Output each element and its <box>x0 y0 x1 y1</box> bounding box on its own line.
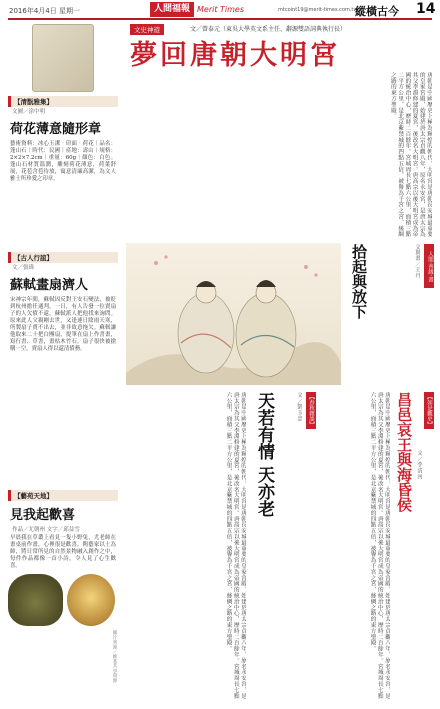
hist-title: 昌邑哀王與海昏侯 <box>395 392 413 512</box>
hist-body-text: 唐朝是中國歷史上極為輝煌的朝代，大明宮是唐朝長安城最重要的皇家宮殿，始建於唐太宗貞觀八年，原名永安宮，是唐太宗為其父李淵修建的夏宮，後改名大明宮。唐高宗以後大明宮成為帝國的統治中心，歷時二百餘年。宮城周長七點六公里，面積三點二平方公里，是北京紫禁城的四點五倍，被譽為千宮之宮、絲綢之路的東方聖殿。 <box>369 392 390 699</box>
poem-author: 文／劉玉忠 <box>296 392 302 422</box>
issue-date: 2016年4月4日 星期一 <box>9 7 80 15</box>
page-number: 14 <box>416 1 436 17</box>
poem-body-text: 唐朝是中國歷史上極為輝煌的朝代，大明宮是唐朝長安城最重要的皇家宮殿，始建於唐太宗貞觀八年，原名永安宮，是唐太宗為其父李淵修建的夏宮，後改名大明宮。唐高宗以後大明宮成為帝國的統治中心，歷時二百餘年。宮城周長七點六公里，面積三點二平方公里，是北京紫禁城的四點五倍，被譽為千宮之宮、絲綢之路的東方聖殿。 <box>225 392 246 699</box>
sidebar-title-guren: 蘇軾畫扇濟人 <box>10 278 89 293</box>
seal-stone-image <box>32 24 94 92</box>
feature-category-badge: 文史神遊 <box>130 24 164 35</box>
sidebar-box-qingtan <box>8 24 118 185</box>
newspaper-logo: 人間福報 <box>150 2 194 17</box>
sidebar-tag-qingtan: 【清翫雅集】 <box>8 96 118 107</box>
frog-ceramic-image <box>8 574 63 626</box>
sidebar-title-yiyuan: 見我起歡喜 <box>10 508 76 523</box>
image-credit: 圖片來源／維基共享資源 <box>112 630 117 683</box>
sidebar-title-qingtan: 荷花薄意隨形章 <box>10 122 102 137</box>
latest-tag: 人間‧善緣‧畫 <box>424 244 434 288</box>
sidebar-box-guren <box>8 252 118 355</box>
sidebar-column <box>8 24 118 704</box>
poem-title: 天若有情 天亦老 <box>254 392 274 517</box>
hist-author: 文／李清河 <box>416 450 422 480</box>
brand-name: Merit Times <box>197 5 245 14</box>
sidebar-byline-yiyuan: 作品／尤朝州 文字／邱益雪 <box>12 527 80 533</box>
sidebar-tag-guren: 【古人行誼】 <box>8 252 118 263</box>
sidebar-author-qingtan: 文圖／涂中明 <box>12 109 46 115</box>
feature-body-text: 唐朝是中國歷史上極為輝煌的朝代，大明宮是唐朝長安城最重要的皇家宮殿，始建於唐太宗貞觀八年，原名永安宮，是唐太宗為其父李淵修建的夏宮，後改名大明宮。唐高宗以後大明宮成為帝國的統治中心，歷時二百餘年。宮城周長七點六公里，面積三點二平方公里，是北京紫禁城的四點五倍，被譽為千宮之宮、絲綢之路的東方聖殿。 <box>389 72 432 238</box>
feature-headline: 夢回唐朝大明宮 <box>130 40 340 71</box>
latest-author: 文與畫／王丹 <box>414 244 420 279</box>
sidebar-body-guren: 宋神宗年間，蘇軾因反對王安石變法，被貶到杭州擔任通判。一日，有人告發一位賣扇子的人欠債不還，蘇軾派人把他找來詢問。原來此人父親剛去世，又逢連日陰雨天寒，所製扇子賣不出去，並非故意拖欠。蘇軾讓他取來二十把白團扇，提筆在扇上作書畫，寫行書、草書，畫枯木竹石。扇子很快被搶購一空，賣扇人得以還清債務。 <box>10 297 116 352</box>
latest-title: 拾起與放下 <box>350 244 368 319</box>
sidebar-tag-yiyuan: 【藝苑天地】 <box>8 490 118 501</box>
poem-tag: 【春秋雜談】 <box>308 394 314 427</box>
goddess-painting <box>126 243 341 385</box>
sidebar-box-yiyuan <box>8 490 118 626</box>
sidebar-body-yiyuan: 早晨我在草叢上看見一隻小野兔，尤老師在畫桌前作畫，心裡很是歡喜。陶藝家以土為師，將日常所見的自然景物融入創作之中，每件作品都像一首小詩，令人見了心生歡喜。 <box>10 535 116 569</box>
header-rule <box>8 18 432 20</box>
section-title: 縱橫古今 <box>355 5 399 18</box>
sidebar-body-qingtan: 藝術資料：冰心玉潔‧印面‧荷花｜品名：蓬山石｜時代：民國｜產地：壽山｜規格：2×2×7.2cm｜重量：60g｜顏色：白色。蓬山石材質溫潤，雕刻荷花薄意，荷葉舒展，花苞含苞待放，寓意清廉高潔，為文人雅士所珍愛之印章。 <box>10 141 116 182</box>
contact-email[interactable]: mtcoint19@merit-times.com.tw <box>278 7 358 13</box>
feature-byline: 文／曾泰元（東吳大學英文系主任、辭源雙語詞典執行長） <box>190 26 347 33</box>
bowl-ceramic-image <box>67 574 115 626</box>
hist-tag: 【如是觀史】 <box>426 394 432 427</box>
sidebar-author-guren: 文／張瑋 <box>12 265 35 271</box>
